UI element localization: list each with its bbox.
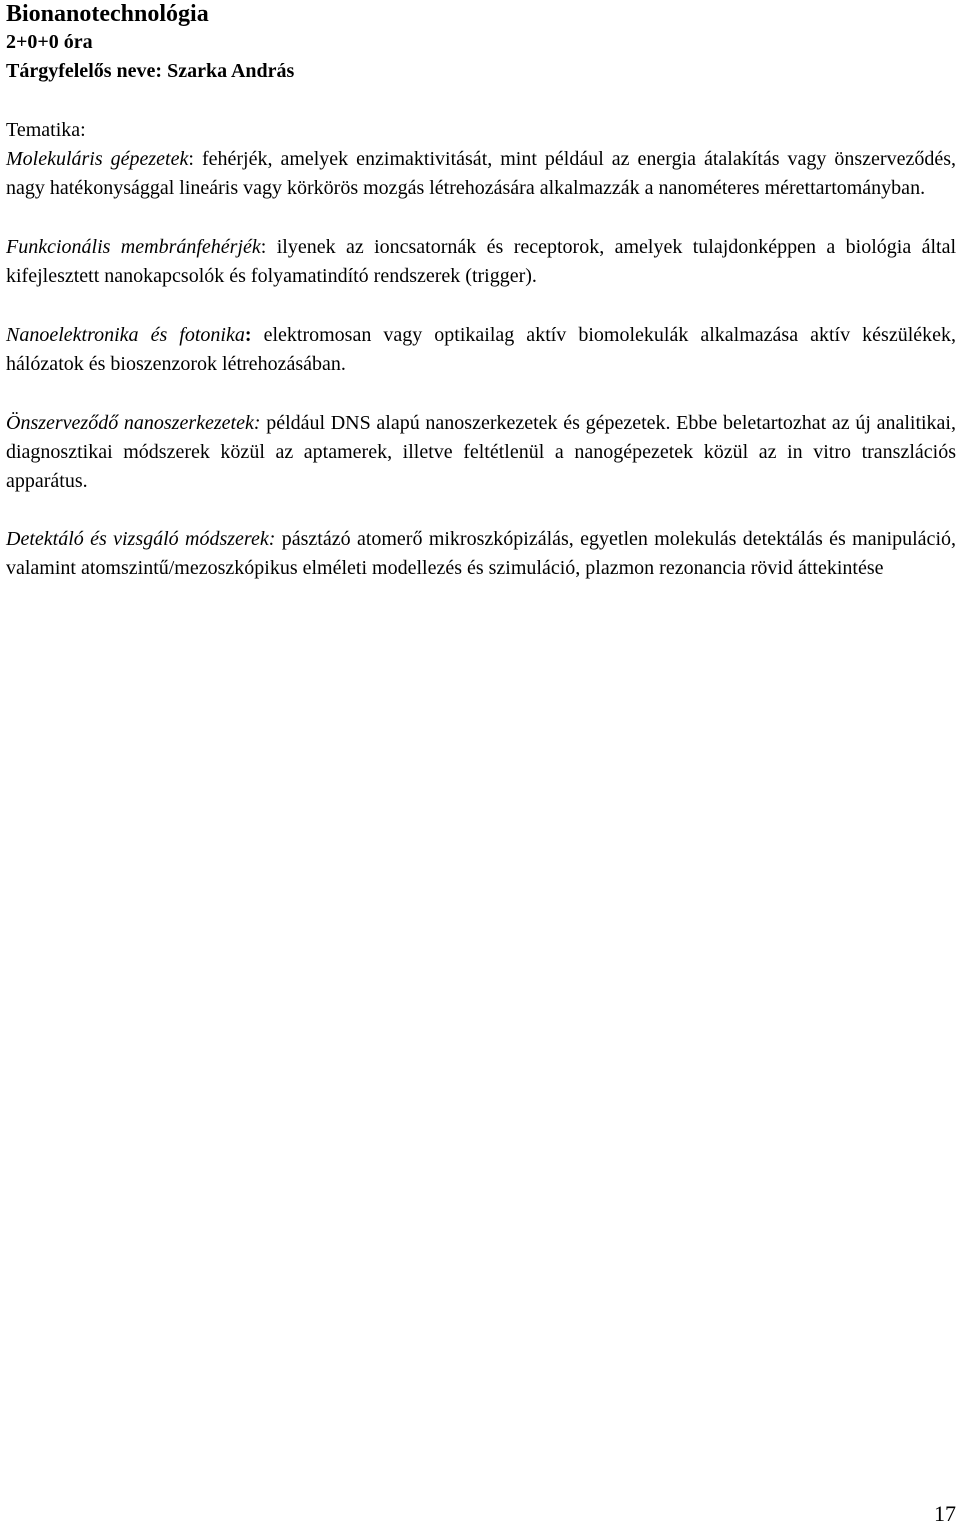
tematika-label: Tematika: — [6, 119, 86, 141]
term-nanoelectronics: Nanoelektronika és fotonika — [6, 324, 245, 346]
paragraph-text: elektromosan vagy optikailag aktív biomolekulák alkalmazása aktív készülékek, hálózatok és bioszenzorok létrehozásában. — [6, 324, 957, 375]
paragraph-text: például DNS alapú nanoszerkezetek és gépezetek. Ebbe beletartozhat az új analitikai, diagnosztikai módszerek közül az aptamerek, illetve feltétlenül a nanogépezetek közül az in vitro transzlációs apparátus. — [6, 412, 956, 492]
paragraph-self-assembly — [6, 409, 956, 496]
paragraph-membrane-proteins — [6, 233, 956, 291]
course-hours: 2+0+0 óra — [6, 31, 93, 53]
term-molecular-machines: Molekuláris gépezetek — [6, 148, 189, 170]
course-responsible: Tárgyfelelős neve: Szarka András — [6, 60, 295, 82]
term-separator: : — [244, 324, 264, 346]
paragraph-molecular-machines — [6, 145, 956, 203]
course-title: Bionanotechnológia — [6, 1, 209, 27]
term-separator: : — [260, 236, 277, 258]
term-detection-methods: Detektáló és vizsgáló módszerek: — [6, 528, 276, 550]
paragraph-text: ilyenek az ioncsatornák és receptorok, amelyek tulajdonképpen a biológia által kifejlesztett nanokapcsolók és folyamatindító rendszerek (trigger). — [6, 236, 956, 287]
paragraph-nanoelectronics — [6, 321, 956, 379]
term-separator: : — [188, 148, 202, 170]
paragraph-detection-methods — [6, 525, 956, 583]
page-content — [6, 0, 956, 583]
term-membrane-proteins: Funkcionális membránfehérjék — [6, 236, 261, 258]
paragraph-text: pásztázó atomerő mikroszkópizálás, egyetlen molekulás detektálás és manipuláció, valamint atomszintű/mezoszkópikus elméleti modellezés és szimuláció, plazmon rezonancia rövid áttekintése — [6, 528, 956, 579]
page-number: 17 — [934, 1501, 956, 1526]
term-self-assembly: Önszerveződő nanoszerkezetek: — [6, 412, 261, 434]
paragraph-text: fehérjék, amelyek enzimaktivitását, mint például az energia átalakítás vagy önszerveződés, nagy hatékonysággal lineáris vagy körkörös mozgás létrehozására alkalmazzák a nanométeres mérettartományban. — [6, 148, 956, 199]
